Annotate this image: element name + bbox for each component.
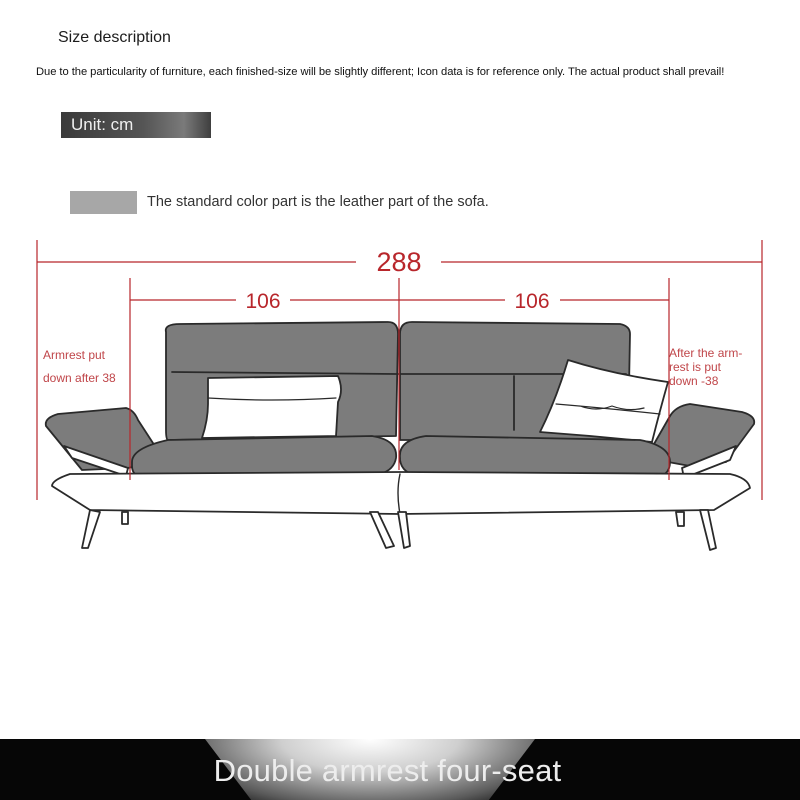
legend-text: The standard color part is the leather part of the sofa.: [147, 194, 489, 210]
left-seat-width-label: 106: [245, 290, 281, 313]
disclaimer-text: Due to the particularity of furniture, each finished-size will be slightly different; Icon data is for reference only. The actual product shall prevail!: [36, 66, 725, 78]
left-armrest-note: [43, 348, 133, 386]
right-armrest-note-line: rest is put: [669, 360, 722, 374]
page-title: Size description: [58, 29, 171, 46]
right-armrest-note-line: down -38: [669, 374, 719, 388]
unit-badge-label: Unit: cm: [71, 115, 134, 134]
right-armrest-note-line: After the arm-: [669, 346, 743, 360]
left-armrest-note-line: Armrest put: [43, 348, 106, 362]
left-armrest-note-line: down after 38: [43, 371, 116, 385]
right-armrest-note: [669, 346, 761, 388]
total-width-label: 288: [376, 247, 422, 277]
sofa-illustration: [46, 322, 755, 550]
right-seat-width-label: 106: [514, 290, 550, 313]
footer-title: Double armrest four-seat: [213, 753, 562, 788]
footer-banner: [0, 739, 800, 800]
